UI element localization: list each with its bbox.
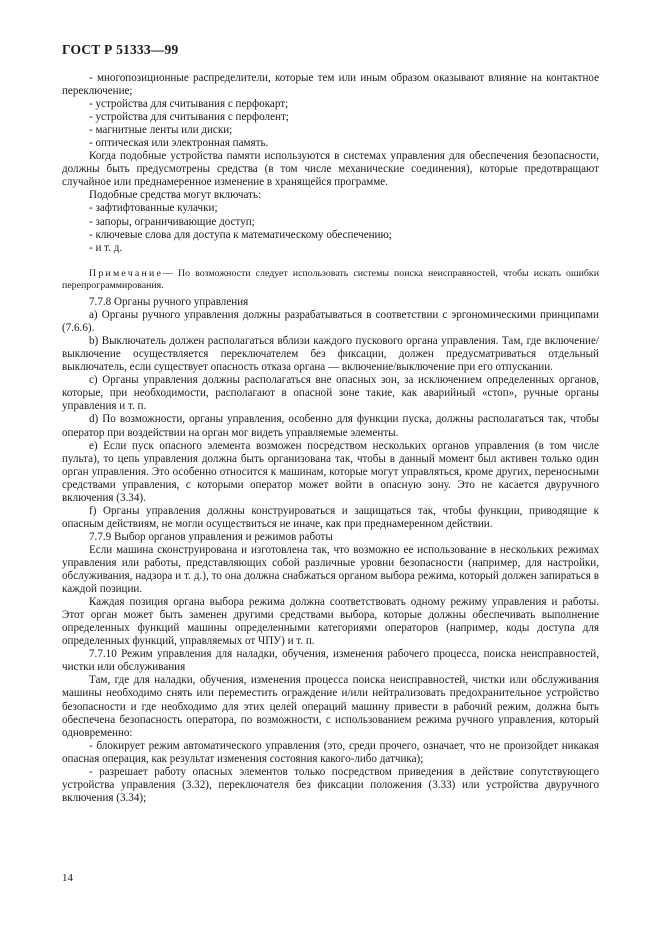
list-item: - оптическая или электронная память. [89,137,269,150]
paragraph: Подобные средства могут включать: [89,189,262,202]
paragraph: а) Органы ручного управления должны разрабатываться в соответствии с эргономическими принципами (7.6.6). [62,309,599,335]
list-item: - ключевые слова для доступа к математическому обеспечению; [89,228,392,241]
section-title-7-7-10: 7.7.10 Режим управления для наладки, обучения, изменения рабочего процесса, поиска неисправностей, чистки или обслуживания [62,648,599,674]
section-title-7-7-8: 7.7.8 Органы ручного управления [89,296,249,309]
list-item: - блокирует режим автоматического управления (это, среди прочего, означает, что не произойдет никакая опасная операция, как результат изменения состояния какого-либо датчика); [62,739,599,765]
list-item: - устройства для считывания с перфолент; [89,111,289,124]
section-title-7-7-9: 7.7.9 Выбор органов управления и режимов работы [89,530,333,543]
paragraph: е) Если пуск опасного элемента возможен посредством нескольких органов управления (в том числе пульта), то цепь управления должна быть организована так, чтобы в данный момент был активен только один орган управления. Это особенно относится к машинам, которые могут управляться, кроме других, переносными средствами управления, с которыми оператор может войти в опасную зону. Это не касается двуручного включения (3.34). [62,439,599,504]
list-item: - разрешает работу опасных элементов только посредством приведения в действие сопутствующего устройства управления (3.32), переключателя без фиксации положения (3.33) или устройства двуручного включения (3.34); [62,765,599,804]
paragraph: Там, где для наладки, обучения, изменения процесса поиска неисправностей, чистки или обслуживания машины необходимо снять или переместить ограждение и/или нейтрализовать предохранительное устройство безопасности и где необходимо для этих целей операций машину привести в рабочий режим, должна быть обеспечена безопасность оператора, по возможности, с использованием режима ручного управления, который одновременно: [62,674,599,739]
paragraph: b) Выключатель должен располагаться вблизи каждого пускового органа управления. Там, где включение/выключение осуществляется переключателем без фиксации, должен предусматриваться отдельный выключатель, если существует опасность отказа органа — включение/выключение при его отпускании. [62,335,599,374]
list-item: - запоры, ограничивающие доступ; [89,215,255,228]
paragraph: d) По возможности, органы управления, особенно для функции пуска, должны располагаться так, чтобы оператор при воздействии на орган мог видеть управляемые элементы. [62,413,599,439]
note-text: — По возможности следует использовать системы поиска неисправностей, чтобы искать ошибки перепрограммирования. [62,267,599,291]
page-body [62,72,599,805]
list-item: - многопозиционные распределители, которые тем или иным образом оказывают влияние на контактное переключение; [62,72,599,98]
list-item: - и т. д. [89,241,123,254]
note-paragraph [62,268,599,292]
page-number: 14 [62,872,73,884]
paragraph: с) Органы управления должны располагаться вне опасных зон, за исключением определенных органов, которые, при необходимости, располагают в опасной зоне такие, как аварийный «стоп», ручные органы управления и т. п. [62,374,599,413]
document-code-header: ГОСТ Р 51333—99 [62,42,179,57]
list-item: - зафтифтованные кулачки; [89,202,218,215]
list-item: - магнитные ленты или диски; [89,124,233,137]
paragraph: Когда подобные устройства памяти используются в системах управления для обеспечения безопасности, должны быть предусмотрены средства (в том числе механические соединения), которые предотвращают случайное или преднамеренное изменение в хранящейся программе. [62,150,599,189]
list-item: - устройства для считывания с перфокарт; [89,98,289,111]
paragraph: f) Органы управления должны конструироваться и защищаться так, чтобы функции, приводящие к опасным действиям, не могли осуществиться не иначе, как при преднамеренном действии. [62,504,599,530]
paragraph: Если машина сконструирована и изготовлена так, что возможно ее использование в нескольких режимах управления или работы, представляющих собой различные уровни безопасности (например, для настройки, обслуживания, надзора и т. д.), то она должна снабжаться органом выбора режима, который должен запираться в каждой позиции. [62,543,599,596]
paragraph: Каждая позиция органа выбора режима должна соответствовать одному режиму управления и работы. Этот орган может быть заменен другими средствами выбора, которые должны обеспечивать выполнение определенных функций машины определенными категориями операторов (например, коды доступа для определенных функций, управляемых от ЧПУ) и т. п. [62,596,599,648]
note-label: Примечание [89,267,164,279]
